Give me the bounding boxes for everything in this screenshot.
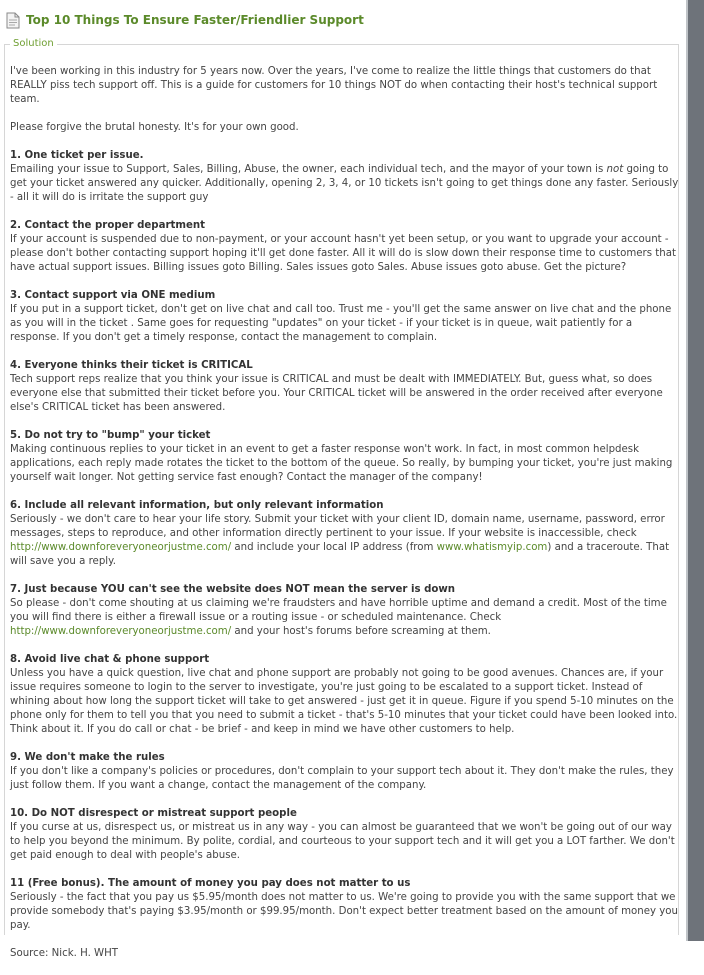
tip-title: 11 (Free bonus). The amount of money you pay does not matter to us — [10, 878, 411, 889]
tip-title: 7. Just because YOU can't see the website does NOT mean the server is down — [10, 584, 456, 595]
tip-text: Seriously - we don't care to hear your life story. Submit your ticket with your client ID, domain name, username, password, error messages, steps to reproduce, and other information directly pertinent to your issue. If your website is inaccessible, check http://www.downforeveryoneorjustme.com/ and include your local IP address (from www.whatismyip.com) and a traceroute. That will save you a reply. — [10, 514, 670, 567]
tip-text: Making continuous replies to your ticket in an event to get a faster response won't work. In fact, in most common helpdesk applications, each reply made rotates the ticket to the bottom of the queue. So really, by bumping your ticket, you're just making yourself wait longer. Not getting service fast enough? Contact the manager of the company! — [10, 444, 673, 483]
down-for-everyone-link[interactable]: http://www.downforeveryoneorjustme.com/ — [10, 542, 232, 553]
article-header — [6, 10, 364, 30]
intro-paragraph: Please forgive the brutal honesty. It's for your own good. — [10, 122, 299, 133]
tip-text: If you don't like a company's policies or procedures, don't complain to your support tech about it. They don't make the rules, they just follow them. If you want a change, contact the management of the company. — [10, 766, 674, 791]
intro-paragraph: I've been working in this industry for 5 years now. Over the years, I've come to realize the little things that customers do that REALLY piss tech support off. This is a guide for customers for 10 things NOT do when contacting their host's technical support team. — [10, 66, 658, 105]
article-title: Top 10 Things To Ensure Faster/Friendlier Support — [26, 13, 364, 27]
tip-item — [10, 653, 680, 737]
tip-text: If you put in a support ticket, don't get on live chat and call too. Trust me - you'll get the same answer on live chat and the phone as you will in the ticket . Same goes for requesting "updates" on your ticket - if your ticket is in queue, wait patiently for a response. If you don't get a timely response, contact the management to complain. — [10, 304, 672, 343]
down-for-everyone-link[interactable]: http://www.downforeveryoneorjustme.com/ — [10, 626, 232, 637]
tip-item — [10, 807, 680, 863]
tip-item — [10, 583, 680, 639]
tip-item — [10, 751, 680, 793]
tip-title: 10. Do NOT disrespect or mistreat support people — [10, 808, 297, 819]
article-body — [10, 65, 680, 975]
tip-text: Tech support reps realize that you think your issue is CRITICAL and must be dealt with IMMEDIATELY. But, guess what, so does everyone else that submitted their ticket before you. Your CRITICAL ticket will be answered in the order received after everyone else's CRITICAL ticket has been answered. — [10, 374, 663, 413]
tip-title: 1. One ticket per issue. — [10, 150, 144, 161]
tip-title: 2. Contact the proper department — [10, 220, 206, 231]
tip-item — [10, 289, 680, 345]
tip-item — [10, 429, 680, 485]
tip-item — [10, 359, 680, 415]
tip-text: Seriously - the fact that you pay us $5.95/month does not matter to us. We're going to provide you with the same support that we provide somebody that's paying $3.95/month or $99.95/month. Don't expect better treatment based on the amount of money you pay. — [10, 892, 678, 931]
document-icon — [6, 12, 20, 29]
tip-title: 8. Avoid live chat & phone support — [10, 654, 210, 665]
tip-title: 6. Include all relevant information, but only relevant information — [10, 500, 384, 511]
tip-item — [10, 877, 680, 933]
tip-item — [10, 219, 680, 275]
tip-title: 9. We don't make the rules — [10, 752, 165, 763]
tip-text: If your account is suspended due to non-payment, or your account hasn't yet been setup, or you want to upgrade your account - please don't bother contacting support hoping it'll get done faster. All it will do is slow down their response time to customers that have actual support issues. Billing issues goto Billing. Sales issues goto Sales. Abuse issues goto abuse. Get the picture? — [10, 234, 676, 273]
tip-text: Emailing your issue to Support, Sales, Billing, Abuse, the owner, each individual tech, and the mayor of your town is not going to get your ticket answered any quicker. Additionally, opening 2, 3, 4, or 10 tickets isn't going to get things done any faster. Seriously - all it will do is irritate the support guy — [10, 164, 679, 203]
tip-item — [10, 149, 680, 205]
tip-title: 4. Everyone thinks their ticket is CRITICAL — [10, 360, 253, 371]
tip-item — [10, 499, 680, 569]
whatismyip-link[interactable]: www.whatismyip.com — [436, 542, 548, 553]
tip-text: So please - don't come shouting at us claiming we're fraudsters and have horrible uptime and demand a credit. Most of the time you will find there is either a firewall issue or a routing issue - or scheduled maintenance. Check http://www.downforeveryoneorjustme.com/ and your host's forums before screaming at them. — [10, 598, 667, 637]
source-credit: Source: Nick. H. WHT — [10, 948, 119, 959]
tip-title: 5. Do not try to "bump" your ticket — [10, 430, 211, 441]
tip-text: Unless you have a quick question, live chat and phone support are probably not going to be good avenues. Chances are, if your issue requires someone to login to the server to investigate, you're just going to be escalated to a support ticket. Instead of whining about how long the support ticket will take to get answered - just get it in queue. Figure if you spend 5-10 minutes on the phone only for them to tell you that you need to submit a ticket - that's 5-10 minutes that your ticket could have been looked into. Think about it. If you do call or chat - be brief - and keep in mind we have other customers to help. — [10, 668, 678, 735]
tip-title: 3. Contact support via ONE medium — [10, 290, 216, 301]
solution-legend: Solution — [10, 38, 57, 49]
scrollbar-track[interactable] — [688, 0, 704, 941]
tip-text: If you curse at us, disrespect us, or mistreat us in any way - you can almost be guaranteed that we won't be going out of our way to help you beyond the minimum. By polite, cordial, and courteous to your support tech and it will get you a LOT farther. We don't get paid enough to deal with people's abuse. — [10, 822, 675, 861]
